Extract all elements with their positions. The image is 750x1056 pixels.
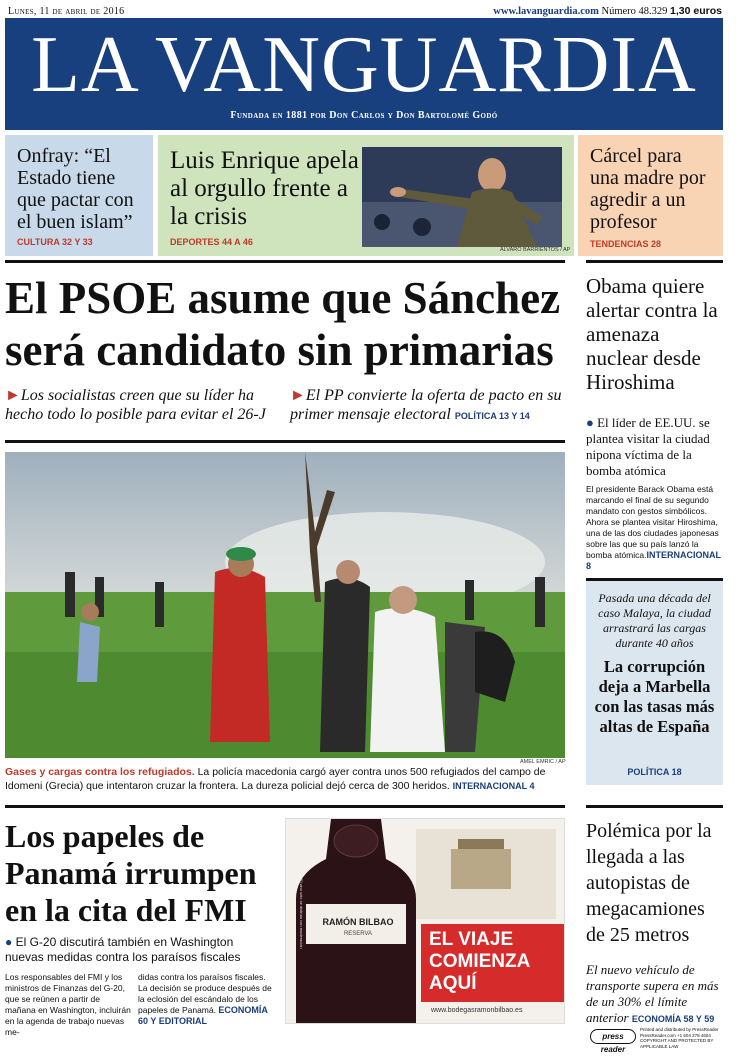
obama-body: El presidente Barack Obama está marcando el final de su segundo mandato con gestos simbólicos. Ahora se plantea visitar Hiroshima, una de las dos ciudades japonesas sobre las que su país lanzó la bomba atómica.INTERNACIONAL 8 [586, 484, 721, 571]
coach-image-icon [362, 147, 562, 247]
teaser-title: Onfray: “El Estado tiene que pactar con el buen islam” [17, 145, 134, 233]
trucks-sub: El nuevo vehículo de transporte supera en más de un 30% el límite anterior ECONOMÍA 58 Y 59 [586, 962, 719, 1025]
bullet-icon: ● [5, 935, 13, 949]
lead-subhead-1: ►Los socialistas creen que su líder ha hecho todo lo posible para evitar el 26-J [5, 387, 266, 423]
trucks-headline[interactable]: Polémica por la llegada a las autopistas de megacamiones de 25 metros [586, 820, 712, 946]
pressreader-text: Printed and distributed by PressReader PressReader.com +1 604 278 4604 COPYRIGHT AND PROTECTED BY APPLICABLE LAW [640, 1027, 719, 1049]
teaser-culture[interactable] [5, 135, 153, 256]
teaser-title: Cárcel para una madre por agredir a un profesor [590, 145, 706, 233]
section-ref[interactable]: ECONOMÍA 58 Y 59 [631, 1014, 715, 1024]
section-ref[interactable]: POLÍTICA 13 Y 14 [454, 411, 530, 421]
teaser-section: DEPORTES 44 A 46 [170, 237, 253, 247]
luis-enrique-photo [362, 147, 562, 247]
refugees-image-icon [5, 452, 565, 758]
ad-slogan-box: EL VIAJE COMIENZA AQUÍ [421, 924, 565, 1002]
ad-url[interactable]: www.bodegasramonbilbao.es [431, 1007, 523, 1014]
panama-headline[interactable]: Los papeles de Panamá irrumpen en la cita del FMI [5, 818, 257, 928]
top-bar [0, 0, 750, 20]
malaya-headline: La corrupción deja a Marbella con las tasas más altas de España [594, 657, 715, 736]
malaya-intro: Pasada una década del caso Malaya, la ciudad arrastrará las cargas durante 40 años [598, 591, 711, 650]
ad-reserva: RESERVA [343, 931, 373, 937]
caption-lead: Gases y cargas contra los refugiados. [5, 766, 195, 778]
photo-credit: AMEL EMRIC / AP [520, 759, 566, 765]
issue-info [493, 5, 722, 17]
divider [586, 805, 723, 808]
price: 1,30 euros [670, 5, 722, 17]
divider [586, 260, 723, 263]
photo-caption: Gases y cargas contra los refugiados. La policía macedonia cargó ayer contra unos 500 refugiados del campo de Idomeni (Grecia) que intentaron cruzar la frontera. La dureza policial dejó cerca de 300 heridos. INTERNACIONAL 4 [5, 766, 546, 792]
founded-line: Fundada en 1881 por Don Carlos y Don Bartolomé Godó [230, 110, 498, 121]
lead-headline[interactable]: El PSOE asume que Sánchez será candidato sin primarias [5, 273, 561, 375]
section-ref[interactable]: POLÍTICA 18 [627, 767, 682, 777]
section-ref[interactable]: ECONOMÍA 60 Y EDITORIAL [138, 1005, 268, 1026]
pressreader-logo: press reader [590, 1029, 636, 1044]
teaser-section: TENDENCIAS 28 [590, 239, 662, 249]
site-url-link[interactable]: www.lavanguardia.com [493, 6, 599, 17]
ad-side-text: El vino sólo se disfruta con moderación [299, 879, 304, 949]
photo-credit: ÁLVARO BARRIENTOS / AP [500, 247, 571, 253]
issue-number: Número 48.329 [601, 6, 668, 17]
refugees-photo [5, 452, 565, 758]
section-ref[interactable]: INTERNACIONAL 8 [586, 550, 721, 571]
teaser-title: Luis Enrique apela al orgullo frente a la crisis [170, 147, 359, 230]
teaser-trends[interactable] [578, 135, 723, 256]
pressreader-footer [590, 1027, 740, 1054]
panama-body-col1: Los responsables del FMI y los ministros de Finanzas del G-20, que se reúnen a partir de mañana en Washington, incluirán en la agenda de trabajo nuevas me- [5, 972, 131, 1037]
ad-brand: RAMÓN BILBAO [322, 917, 394, 927]
masthead [5, 18, 723, 130]
arrow-icon: ► [290, 387, 306, 404]
wine-advertisement[interactable] [285, 818, 565, 1024]
malaya-box[interactable] [586, 578, 723, 785]
panama-bullet: ● El G-20 discutirá también en Washington nuevas medidas contra los paraísos fiscales [5, 935, 241, 964]
bullet-icon: ● [586, 415, 594, 430]
divider [5, 260, 565, 263]
divider [5, 805, 565, 808]
obama-headline[interactable]: Obama quiere alertar contra la amenaza nuclear desde Hiroshima [586, 274, 718, 394]
obama-bullet: ● El líder de EE.UU. se plantea visitar la ciudad nipona víctima de la bomba atómica [586, 415, 710, 478]
panama-body-col2: didas contra los paraísos fiscales. La decisión se produce después de la eclosión del escándalo de los papeles de Panamá. ECONOMÍA 60 Y EDITORIAL [138, 972, 272, 1026]
arrow-icon: ► [5, 387, 21, 404]
section-ref[interactable]: INTERNACIONAL 4 [452, 781, 535, 791]
teaser-section: CULTURA 32 Y 33 [17, 237, 93, 247]
issue-date: Lunes, 11 de abril de 2016 [8, 6, 125, 17]
divider [5, 440, 565, 443]
newspaper-logo: LA VANGUARDIA [31, 21, 697, 109]
lead-subhead-2: ►El PP convierte la oferta de pacto en su primer mensaje electoral POLÍTICA 13 Y 14 [290, 387, 562, 423]
